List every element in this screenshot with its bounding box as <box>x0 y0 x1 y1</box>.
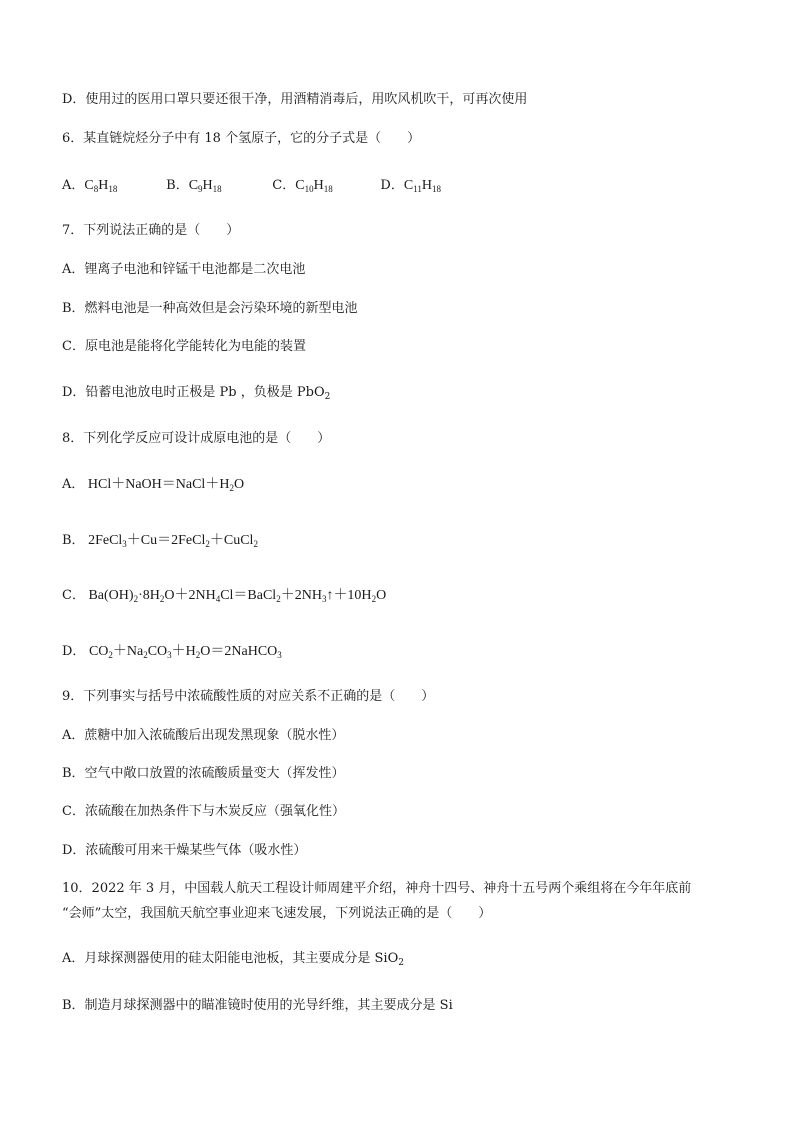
q10-option-a: A．月球探测器使用的硅太阳能电池板，其主要成分是 SiO$_2$ <box>62 951 404 968</box>
q9-option-b: B．空气中敞口放置的浓硫酸质量变大（挥发性） <box>62 766 345 781</box>
q10-stem-line2: “会师”太空，我国航天航空事业迎来飞速发展，下列说法正确的是（ ） <box>62 906 492 921</box>
q8-option-a: A． $HCl+NaOH=NaCl+H_2O$ <box>62 477 245 493</box>
q8-option-c: C． $Ba(OH)_2\cdot 8H_2O+2NH_4Cl=BaCl_2+2NH_3↑+10H_2O$ <box>62 588 387 604</box>
q6-stem: 6．某直链烷烃分子中有 18 个氢原子，它的分子式是（ ） <box>62 131 421 146</box>
q7-option-c: C．原电池是能将化学能转化为电能的装置 <box>62 339 306 354</box>
q7-stem: 7．下列说法正确的是（ ） <box>62 223 240 238</box>
q7-option-b: B．燃料电池是一种高效但是会污染环境的新型电池 <box>62 301 358 316</box>
q8-stem: 8．下列化学反应可设计成原电池的是（ ） <box>62 431 331 446</box>
q9-option-c: C．浓硫酸在加热条件下与木炭反应（强氧化性） <box>62 804 345 819</box>
q8-option-d: D． $CO_2+Na_2CO_3+H_2O=2NaHCO_3$ <box>62 644 282 660</box>
q10-stem-line1: 10．2022 年 3 月，中国载人航天工程设计师周建平介绍，神舟十四号、神舟十五号两个乘组将在今年年底前 <box>62 881 692 896</box>
q6-option-d: D．$C_{11}H_{18}$ <box>380 178 441 194</box>
q9-option-a: A．蔗糖中加入浓硫酸后出现发黑现象（脱水性） <box>62 728 345 743</box>
q10-option-b: B．制造月球探测器中的瞄准镜时使用的光导纤维，其主要成分是 Si <box>62 998 453 1013</box>
q9-option-d: D．浓硫酸可用来干燥某些气体（吸水性） <box>62 843 307 858</box>
q7-option-d: D．铅蓄电池放电时正极是 Pb ，负极是 PbO$_2$ <box>62 385 331 402</box>
q6-option-a: A．$C_8H_{18}$ <box>62 178 118 194</box>
q7-option-a: A．锂离子电池和锌锰干电池都是二次电池 <box>62 262 306 277</box>
q9-stem: 9．下列事实与括号中浓硫酸性质的对应关系不正确的是（ ） <box>62 689 435 704</box>
q6-option-c: C．$C_{10}H_{18}$ <box>272 178 333 194</box>
q5-option-d: D．使用过的医用口罩只要还很干净，用酒精消毒后，用吹风机吹干，可再次使用 <box>62 92 528 107</box>
q6-option-b: B．$C_9H_{18}$ <box>166 178 222 194</box>
q8-option-b: B． 2FeCl$_3$＋Cu＝2FeCl$_2$＋CuCl$_2$ <box>62 533 258 549</box>
q6-options <box>62 177 441 195</box>
